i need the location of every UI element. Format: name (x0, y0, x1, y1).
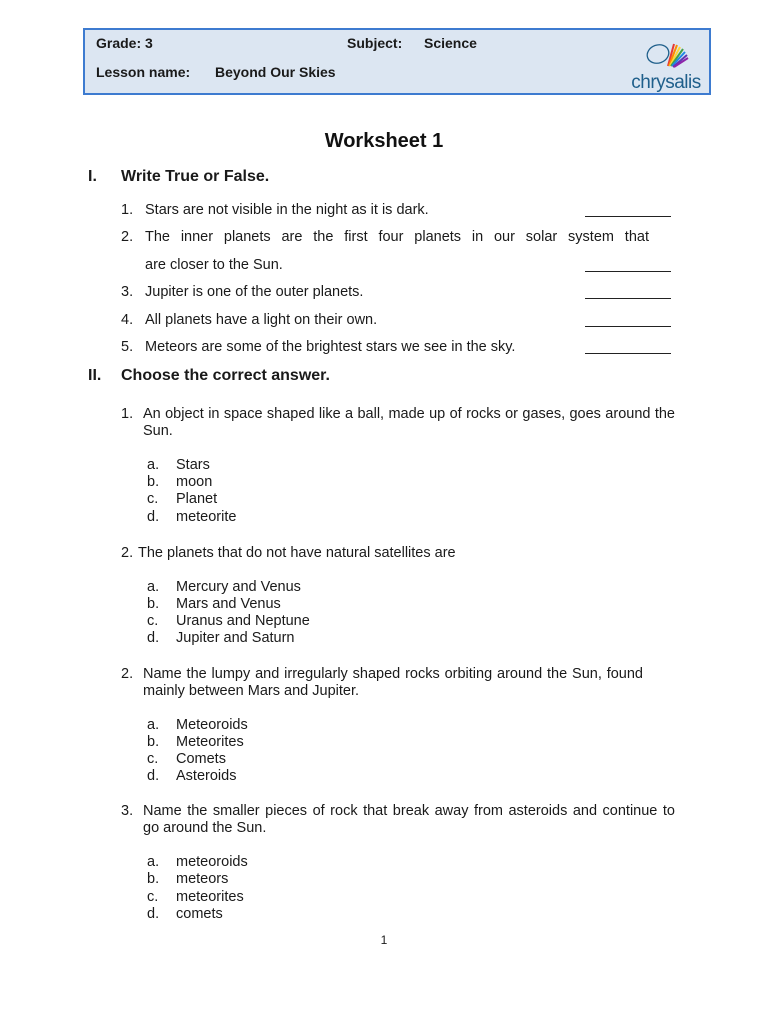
chrysalis-logo (628, 36, 704, 92)
option-letter: d. (147, 630, 160, 646)
page-number: 1 (380, 933, 388, 947)
tf-item-3-text: Jupiter is one of the outer planets. (145, 284, 364, 300)
option-letter: b. (147, 596, 160, 612)
section-1-heading: Write True or False. (121, 168, 270, 185)
option (147, 491, 217, 507)
option-letter: a. (147, 854, 160, 870)
option-text: Asteroids (176, 768, 237, 784)
tf-item-2-text-cont: are closer to the Sun. (145, 257, 283, 273)
option-text: Mars and Venus (176, 596, 281, 612)
option-text: Jupiter and Saturn (176, 630, 295, 646)
option-text: comets (176, 906, 223, 922)
header-box (83, 28, 711, 95)
option (147, 613, 310, 629)
option (147, 457, 210, 473)
option-text: meteorites (176, 889, 244, 905)
option-text: Mercury and Venus (176, 579, 301, 595)
question-3-text: Name the lumpy and irregularly shaped rocks orbiting around the Sun, found mainly between Mars and Jupiter. (143, 666, 643, 699)
option (147, 751, 226, 767)
option-letter: d. (147, 906, 160, 922)
option (147, 734, 244, 750)
option-text: Planet (176, 491, 218, 507)
tf-item-2-num: 2. (121, 229, 134, 245)
option (147, 871, 228, 887)
option-letter: d. (147, 768, 160, 784)
option-text: Comets (176, 751, 226, 767)
option (147, 906, 223, 922)
option-text: meteors (176, 871, 229, 887)
lesson-value: Beyond Our Skies (215, 64, 336, 80)
option-letter: c. (147, 751, 159, 767)
subject-label: Subject: (347, 35, 403, 51)
page-title: Worksheet 1 (324, 130, 444, 152)
section-2-heading: Choose the correct answer. (121, 367, 330, 384)
option-letter: c. (147, 613, 159, 629)
option-letter: b. (147, 871, 160, 887)
option (147, 509, 236, 525)
option-text: Meteoroids (176, 717, 248, 733)
section-2-numeral: II. (88, 367, 102, 384)
option (147, 474, 212, 490)
tf-item-5-num: 5. (121, 339, 134, 355)
butterfly-icon (628, 36, 704, 74)
option (147, 889, 244, 905)
option-letter: a. (147, 457, 160, 473)
lesson-label: Lesson name: (96, 64, 191, 80)
option (147, 596, 281, 612)
answer-blank[interactable] (585, 326, 671, 327)
question-4-num: 3. (121, 803, 134, 819)
section-1-numeral: I. (88, 168, 97, 185)
grade-label: Grade: 3 (96, 35, 153, 51)
option-text: meteorite (176, 509, 237, 525)
answer-blank[interactable] (585, 298, 671, 299)
tf-item-5-text: Meteors are some of the brightest stars we see in the sky. (145, 339, 516, 355)
option (147, 579, 301, 595)
option-text: moon (176, 474, 213, 490)
option-letter: a. (147, 717, 160, 733)
option-text: Meteorites (176, 734, 244, 750)
option-letter: b. (147, 474, 160, 490)
option-letter: d. (147, 509, 160, 525)
tf-item-4-text: All planets have a light on their own. (145, 312, 378, 328)
subject-value: Science (424, 35, 477, 51)
option (147, 768, 236, 784)
question-3-num: 2. (121, 666, 134, 682)
option (147, 854, 248, 870)
answer-blank[interactable] (585, 271, 671, 272)
question-2-text: The planets that do not have natural satellites are (138, 545, 456, 561)
tf-item-1-text: Stars are not visible in the night as it is dark. (145, 202, 429, 218)
question-2-num: 2. (121, 545, 134, 561)
logo-text: chrysalis (631, 72, 701, 93)
option-text: Uranus and Neptune (176, 613, 310, 629)
tf-item-4-num: 4. (121, 312, 134, 328)
tf-item-3-num: 3. (121, 284, 134, 300)
option-letter: b. (147, 734, 160, 750)
option (147, 717, 248, 733)
answer-blank[interactable] (585, 216, 671, 217)
option (147, 630, 295, 646)
tf-item-1-num: 1. (121, 202, 134, 218)
option-letter: a. (147, 579, 160, 595)
question-4-text: Name the smaller pieces of rock that break away from asteroids and continue to go around the Sun. (143, 803, 675, 836)
option-letter: c. (147, 889, 159, 905)
tf-item-2-text: The inner planets are the first four planets in our solar system that (145, 229, 649, 245)
option-letter: c. (147, 491, 159, 507)
question-1-text: An object in space shaped like a ball, made up of rocks or gases, goes around the Sun. (143, 406, 675, 439)
question-1-num: 1. (121, 406, 134, 422)
option-text: meteoroids (176, 854, 248, 870)
option-text: Stars (176, 457, 210, 473)
answer-blank[interactable] (585, 353, 671, 354)
